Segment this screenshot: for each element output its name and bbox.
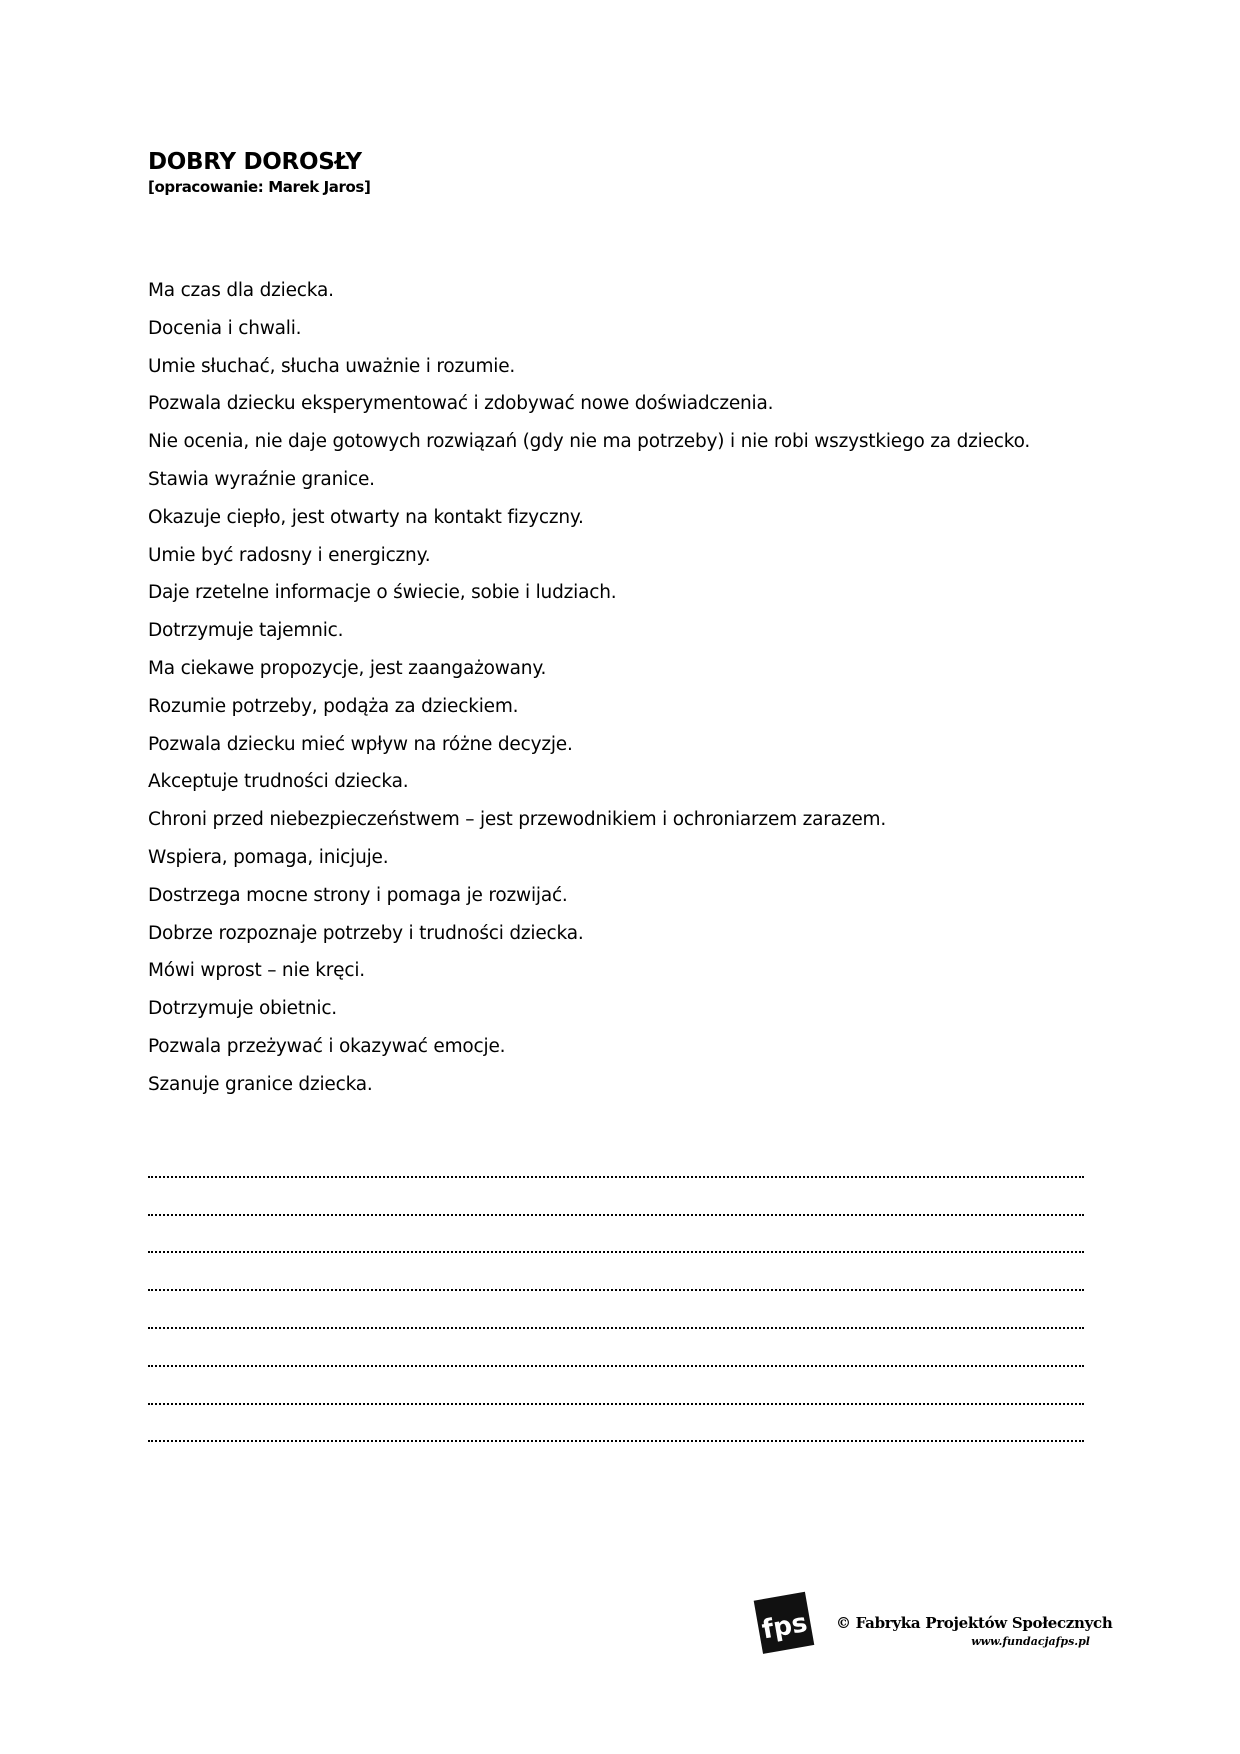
list-item: Wspiera, pomaga, inicjuje.	[148, 846, 389, 868]
statement-list	[148, 272, 1030, 1104]
blank-line	[148, 1341, 1084, 1379]
organization-url: www.fundacjafps.pl	[971, 1635, 1090, 1648]
list-item: Pozwala dziecku eksperymentować i zdobywać nowe doświadczenia.	[148, 393, 774, 415]
footer	[750, 1590, 1113, 1660]
blank-line	[148, 1379, 1084, 1417]
list-item: Ma ciekawe propozycje, jest zaangażowany.	[148, 657, 547, 679]
list-item: Akceptuje trudności dziecka.	[148, 771, 409, 793]
list-item: Dobrze rozpoznaje potrzeby i trudności dziecka.	[148, 922, 584, 944]
list-item: Chroni przed niebezpieczeństwem – jest przewodnikiem i ochroniarzem zarazem.	[148, 809, 887, 831]
list-item: Stawia wyraźnie granice.	[148, 468, 375, 490]
blank-line	[148, 1303, 1084, 1341]
list-item: Dotrzymuje obietnic.	[148, 998, 337, 1020]
list-item: Dostrzega mocne strony i pomaga je rozwijać.	[148, 884, 568, 906]
list-item: Okazuje ciepło, jest otwarty na kontakt fizyczny.	[148, 506, 584, 528]
list-item: Umie być radosny i energiczny.	[148, 544, 431, 566]
logo-text: fps	[759, 1608, 810, 1646]
page-subtitle: [opracowanie: Marek Jaros]	[148, 178, 371, 196]
list-item: Docenia i chwali.	[148, 317, 302, 339]
list-item: Rozumie potrzeby, podąża za dzieckiem.	[148, 695, 519, 717]
list-item: Nie ocenia, nie daje gotowych rozwiązań (gdy nie ma potrzeby) i nie robi wszystkiego za dziecko.	[148, 431, 1031, 453]
list-item: Umie słuchać, słucha uważnie i rozumie.	[148, 355, 516, 377]
blank-line	[148, 1228, 1084, 1266]
page-title: DOBRY DOROSŁY	[148, 149, 362, 175]
blank-line	[148, 1417, 1084, 1455]
list-item: Pozwala dziecku mieć wpływ na różne decyzje.	[148, 733, 573, 755]
blank-line	[148, 1190, 1084, 1228]
blank-writing-lines	[148, 1152, 1084, 1454]
list-item: Ma czas dla dziecka.	[148, 280, 334, 301]
list-item: Mówi wprost – nie kręci.	[148, 960, 365, 982]
list-item: Pozwala przeżywać i okazywać emocje.	[148, 1035, 506, 1057]
blank-line	[148, 1265, 1084, 1303]
organization-name: © Fabryka Projektów Społecznych	[836, 1614, 1113, 1632]
list-item: Daje rzetelne informacje o świecie, sobie i ludziach.	[148, 582, 617, 604]
blank-line	[148, 1152, 1084, 1190]
fps-logo-icon	[750, 1590, 816, 1656]
list-item: Szanuje granice dziecka.	[148, 1073, 373, 1095]
list-item: Dotrzymuje tajemnic.	[148, 620, 344, 642]
